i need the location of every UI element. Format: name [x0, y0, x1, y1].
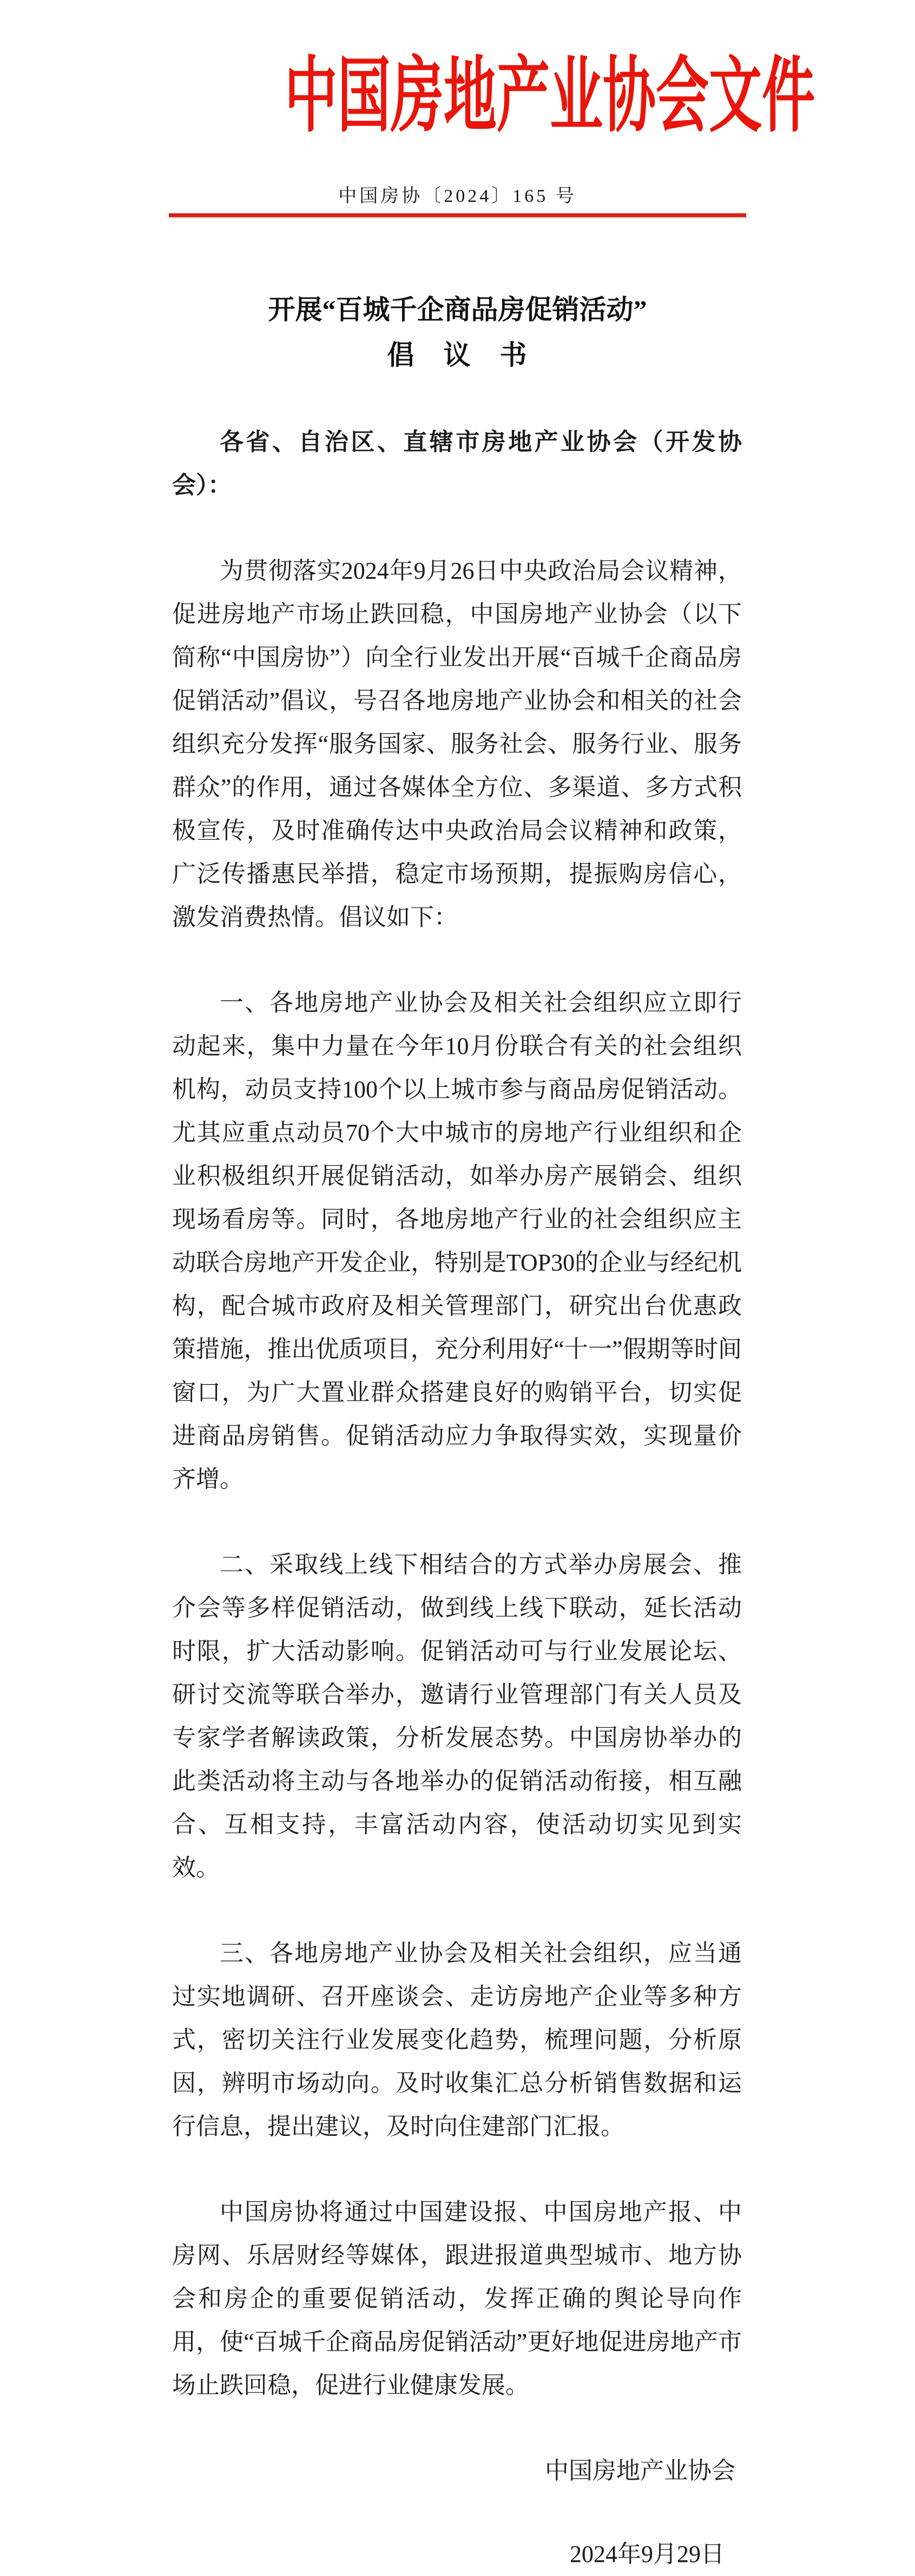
official-document-page: [139, 0, 815, 2567]
document-title-line2: 倡 议 书: [387, 340, 528, 370]
paragraph-item-2: 二、采取线上线下相结合的方式举办房展会、推介会等多样促销活动，做到线上线下联动，延长活动时限，扩大活动影响。促销活动可与行业发展论坛、研讨交流等联合举办，邀请行业管理部门有关人员及专家学者解读政策，分析发展态势。中国房协举办的此类活动将主动与各地举办的促销活动衔接，相互融合、互相支持，丰富活动内容，使活动切实见到实效。: [172, 1551, 742, 1881]
paragraph-closing: 中国房协将通过中国建设报、中国房地产报、中房网、乐居财经等媒体，跟进报道典型城市、地方协会和房企的重要促销活动，发挥正确的舆论导向作用，使“百城千企商品房促销活动”更好地促进房地产市场止跌回稳，促进行业健康发展。: [172, 2199, 742, 2398]
salutation-line: 各省、自治区、直辖市房地产业协会（开发协会）：: [172, 429, 742, 499]
paragraph-item-3: 三、各地房地产业协会及相关社会组织，应当通过实地调研、召开座谈会、走访房地产企业等多种方式，密切关注行业发展变化趋势，梳理问题，分析原因，辨明市场动向。及时收集汇总分析销售数据和运行信息，提出建议，及时向住建部门汇报。: [172, 1940, 742, 2140]
signature-date: 2024年9月29日: [570, 2541, 725, 2567]
document-body: [172, 421, 742, 2407]
org-title-text: 中国房地产业协会文件: [284, 51, 815, 142]
document-title-line1: 开展“百城千企商品房促销活动”: [268, 294, 647, 325]
paragraph-preamble: 为贯彻落实2024年9月26日中央政治局会议精神，促进房地产市场止跌回稳，中国房地产业协会（以下简称“中国房协”）向全行业发出开展“百城千企商品房促销活动”倡议，号召各地房地产业协会和相关的社会组织充分发挥“服务国家、服务社会、服务行业、服务群众”的作用，通过各媒体全方位、多渠道、多方式积极宣传，及时准确传达中央政治局会议精神和政策，广泛传播惠民举措，稳定市场预期，提振购房信心，激发消费热情。倡议如下：: [172, 558, 742, 930]
document-number: 中国房协〔2024〕165 号: [338, 186, 577, 206]
signature-org: 中国房地产业协会: [545, 2457, 735, 2484]
paragraph-item-1: 一、各地房地产业协会及相关社会组织应立即行动起来，集中力量在今年10月份联合有关的社会组织机构，动员支持100个以上城市参与商品房促销活动。尤其应重点动员70个大中城市的房地产行业组织和企业积极组织开展促销活动，如举办房产展销会、组织现场看房等。同时，各地房地产行业的社会组织应主动联合房地产开发企业，特别是TOP30的企业与经纪机构，配合城市政府及相关管理部门，研究出台优惠政策措施，推出优质项目，充分利用好“十一”假期等时间窗口，为广大置业群众搭建良好的购销平台，切实促进商品房销售。促销活动应力争取得实效，实现量价齐增。: [172, 989, 742, 1492]
document-header: [139, 0, 815, 142]
red-divider-rule: [169, 213, 746, 217]
